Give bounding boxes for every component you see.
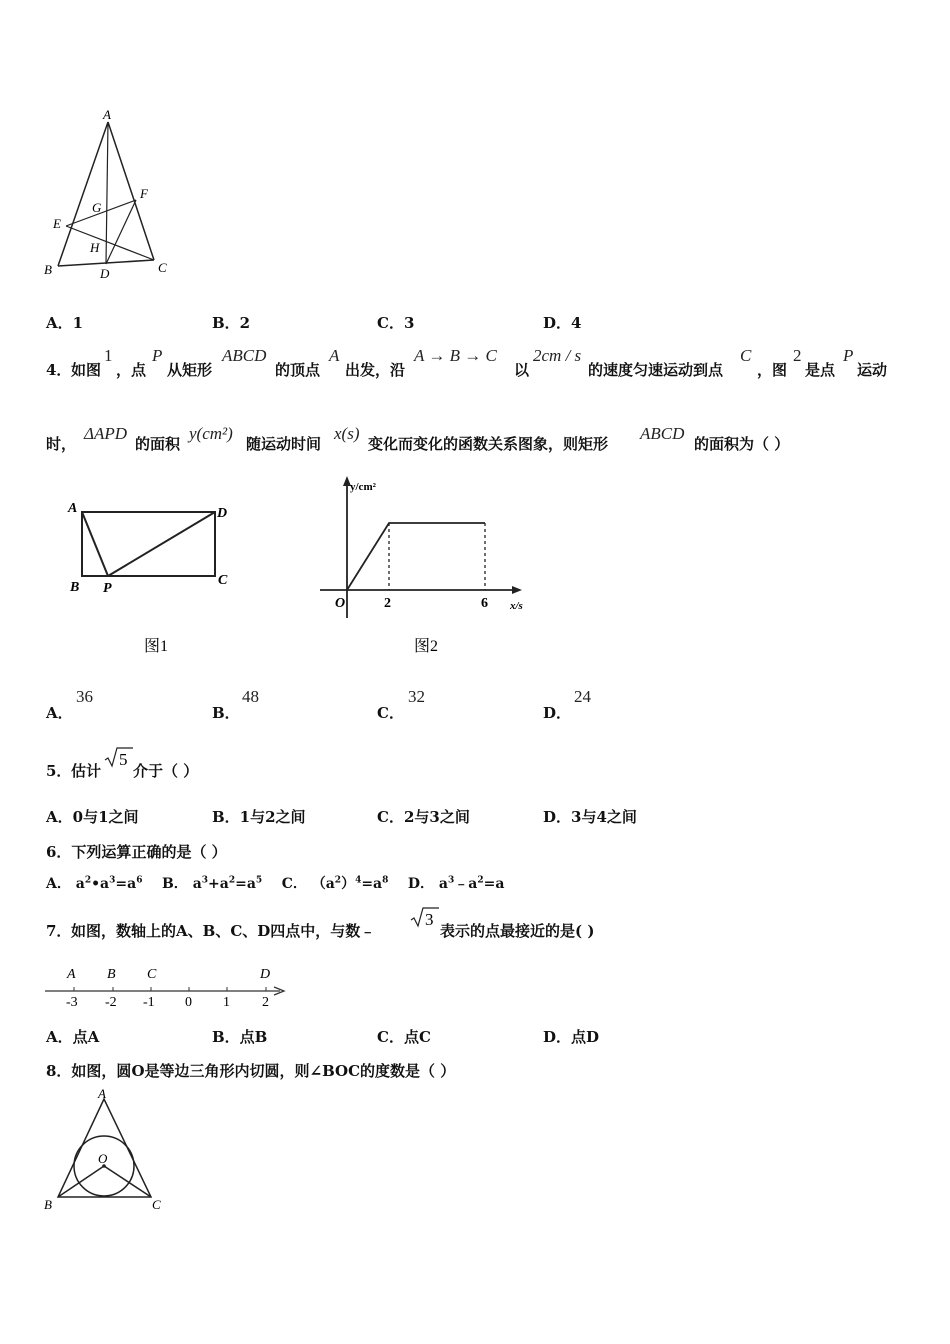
q4-text: 从矩形 (167, 361, 213, 379)
origin-label: O (335, 596, 346, 611)
label-b: B (70, 580, 80, 595)
q4-math: ABCD (222, 346, 267, 365)
q4-math: x(s) (334, 424, 360, 443)
label-c: C (218, 573, 228, 588)
q8-figure (40, 1085, 170, 1215)
q4-math: ΔAPD (84, 424, 128, 443)
q5-choice-a: A．0与1之间 (46, 808, 139, 826)
q4-text: 的顶点 (275, 361, 321, 379)
q4-text: ，点 (116, 361, 147, 379)
tick-label: -2 (105, 995, 117, 1010)
q4-text: 变化而变化的函数关系图象，则矩形 (368, 435, 609, 453)
sqrt-3 (410, 906, 440, 930)
label-d: D (217, 506, 228, 521)
q4-choice-c-label: C． (377, 704, 404, 722)
q7-text: 表示的点最接近的是( ) (440, 922, 595, 940)
label-b: B (44, 262, 52, 277)
label-g: G (92, 200, 102, 215)
q7-choice-b: B．点B (212, 1028, 268, 1046)
q4-choice-a-label: A． (46, 704, 73, 722)
label-p: P (103, 581, 112, 596)
q4-math: C (740, 346, 752, 365)
q4-choice-a-value: 36 (76, 687, 93, 706)
label-b: B (44, 1197, 52, 1212)
q4-choice-b-label: B． (212, 704, 240, 722)
q4-math: 1 (104, 346, 113, 365)
q4-text: 是点 (805, 361, 836, 379)
q4-math: 2cm / s (533, 346, 582, 365)
q4-math: ABCD (640, 424, 685, 443)
q6-choice-a: A． $a^2•a^3=a^6$ (46, 875, 143, 892)
q6-choice-c: C． $(a^2)^4=a^8$ (281, 875, 389, 892)
q5-text: 介于（ ） (133, 762, 199, 780)
q6-stem: 6．下列运算正确的是（ ） (46, 843, 227, 861)
x-axis-label: x/s (510, 600, 523, 612)
q5-choice-c: C．2与3之间 (377, 808, 470, 826)
q6-choice-d: D． $a^3﹣a^2=a$ (407, 875, 505, 892)
q3-choice-a: A．1 (46, 314, 84, 332)
label-c: C (158, 260, 167, 275)
q4-figure-2 (310, 470, 550, 660)
label-a: A (98, 1086, 106, 1101)
q7-number: 7． (46, 922, 72, 940)
point-c: C (147, 967, 157, 982)
q4-number: 4． (46, 361, 72, 379)
q4-math: y(cm²) (189, 424, 233, 443)
q8-stem: 8．如图，圆O是等边三角形内切圆，则∠BOC的度数是（ ） (46, 1062, 456, 1080)
q4-math: A (329, 346, 340, 365)
q4-text: 的速度匀速运动到点 (588, 361, 724, 379)
q4-figure-1 (60, 495, 240, 660)
tick-label: 1 (223, 995, 230, 1010)
point-d: D (260, 967, 271, 982)
q3-figure (40, 108, 180, 288)
q4-text: 的面积 (135, 435, 181, 453)
point-b: B (107, 967, 116, 982)
label-f: F (140, 186, 148, 201)
q4-text: 的面积为（ ） (694, 435, 790, 453)
label-e: E (53, 216, 61, 231)
q4-text: 出发，沿 (345, 361, 406, 379)
q4-text: 运动 (857, 361, 888, 379)
q4-choice-d-label: D． (543, 704, 572, 722)
q4-text: 如图 (71, 361, 102, 379)
point-a: A (67, 967, 76, 982)
q5-choice-b: B．1与2之间 (212, 808, 306, 826)
figure-caption: 图2 (414, 638, 439, 655)
q4-choice-b-value: 48 (242, 687, 259, 706)
q7-choice-d: D．点D (543, 1028, 600, 1046)
figure-caption: 图1 (144, 638, 169, 655)
q7-choice-a: A．点A (46, 1028, 100, 1046)
q3-choice-d: D．4 (543, 314, 582, 332)
q4-math: 2 (793, 346, 802, 365)
q6-choices (46, 873, 504, 893)
tick-label: -3 (66, 995, 78, 1010)
q3-choice-c: C．3 (377, 314, 415, 332)
tick-label: 6 (481, 596, 488, 611)
q6-choice-b: B． $a^3+a^2=a^5$ (161, 875, 263, 892)
q4-text: 以 (514, 361, 530, 379)
q4-text: ，图 (757, 361, 788, 379)
q5-choice-d: D．3与4之间 (543, 808, 637, 826)
q3-choice-b: B．2 (212, 314, 251, 332)
q4-choice-d-value: 24 (574, 687, 591, 706)
q4-math: A → B → C (414, 346, 497, 365)
q5-text: 估计 (71, 762, 102, 780)
tick-label: 2 (262, 995, 269, 1010)
q4-text: 随运动时间 (246, 435, 322, 453)
sqrt-5 (104, 746, 134, 770)
tick-label: 2 (384, 596, 391, 611)
label-a: A (68, 501, 78, 516)
radicand: 3 (425, 910, 434, 929)
radicand: 5 (119, 750, 128, 769)
y-axis-label: y/cm² (350, 481, 376, 493)
label-o: O (98, 1151, 108, 1166)
label-h: H (90, 240, 100, 255)
q7-number-line (40, 962, 300, 1012)
label-c: C (152, 1197, 161, 1212)
label-a: A (103, 108, 111, 122)
q4-math: P (843, 346, 854, 365)
label-d: D (100, 266, 110, 281)
q4-math: P (152, 346, 163, 365)
tick-label: 0 (185, 995, 192, 1010)
q7-text: 如图，数轴上的A、B、C、D四点中，与数﹣ (71, 922, 376, 940)
q4-text: 时， (46, 435, 77, 453)
tick-label: -1 (143, 995, 155, 1010)
q4-choice-c-value: 32 (408, 687, 425, 706)
q7-choice-c: C．点C (377, 1028, 431, 1046)
q5-number: 5． (46, 762, 72, 780)
